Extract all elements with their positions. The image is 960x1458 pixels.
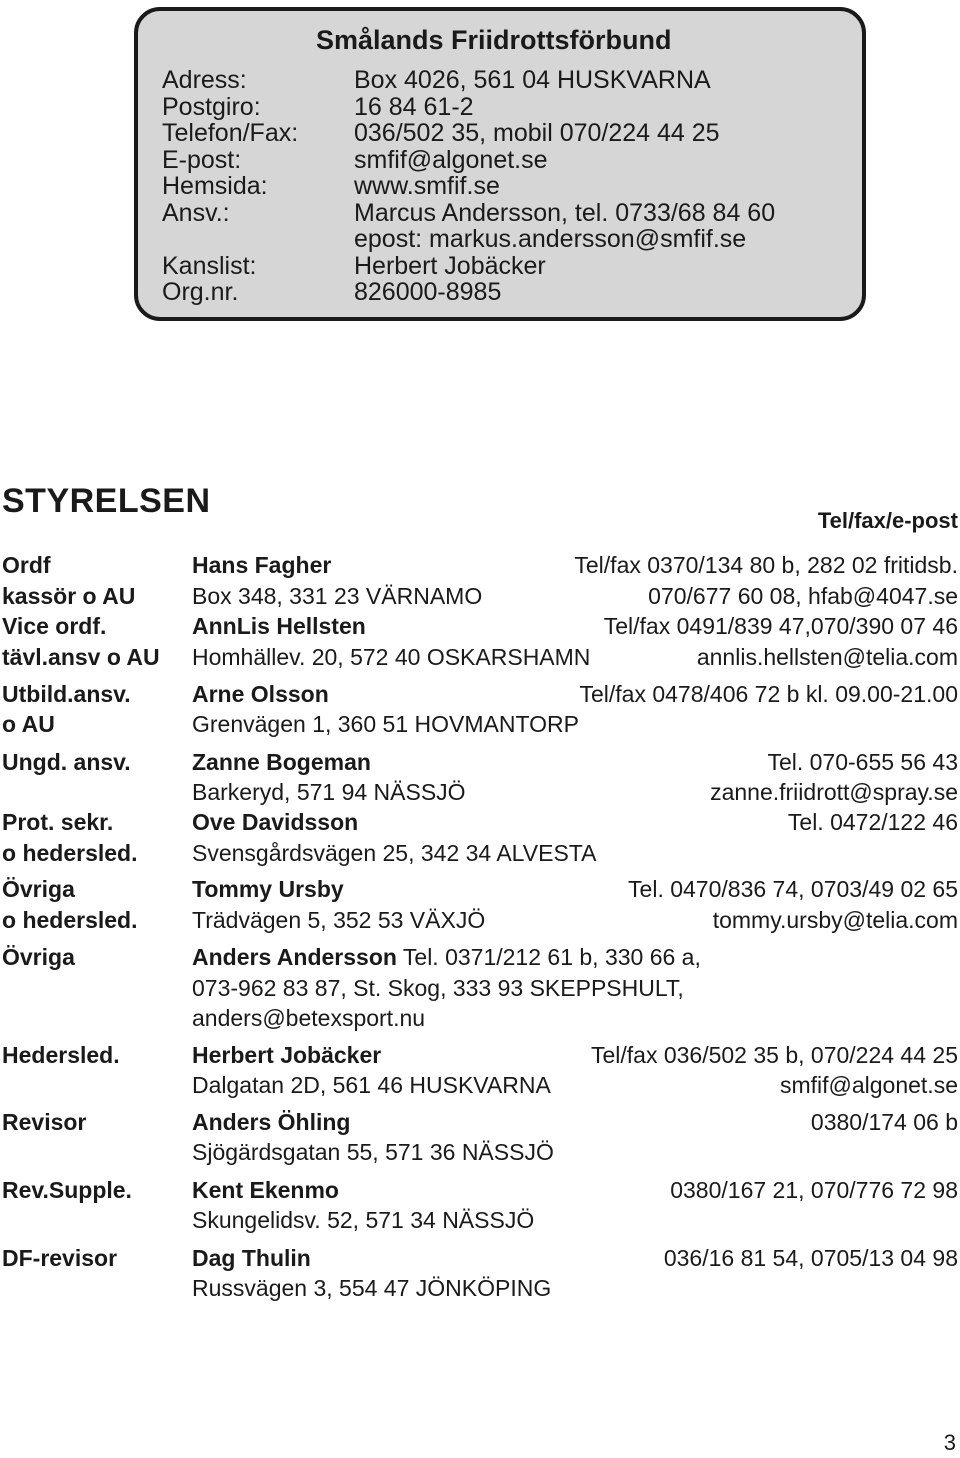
member-name: Zanne Bogeman: [192, 749, 371, 775]
member-role: kassör o AU: [2, 583, 136, 609]
member-name-line: [192, 943, 701, 971]
member-name: Ove Davidsson: [192, 809, 359, 835]
member-address: Dalgatan 2D, 561 46 HUSKVARNA: [192, 1072, 551, 1098]
member-contact: annlis.hellsten@telia.com: [696, 644, 958, 670]
member-contact: Tel. 0470/836 74, 0703/49 02 65: [628, 876, 958, 902]
member-name: Anders Öhling: [192, 1109, 351, 1135]
info-value: Marcus Andersson, tel. 0733/68 84 60: [354, 199, 776, 227]
member-address: Grenvägen 1, 360 51 HOVMANTORP: [192, 711, 579, 737]
member-name: AnnLis Hellsten: [192, 613, 366, 639]
info-label: Adress:: [162, 66, 247, 94]
member-contact: Tel/fax 0370/134 80 b, 282 02 fritidsb.: [574, 552, 958, 578]
info-value-email: smfif@algonet.se: [354, 146, 548, 174]
member-address: Svensgårdsvägen 25, 342 34 ALVESTA: [192, 840, 597, 866]
member-role: o AU: [2, 711, 55, 737]
member-address: Skungelidsv. 52, 571 34 NÄSSJÖ: [192, 1207, 535, 1233]
member-contact: 070/677 60 08, hfab@4047.se: [648, 583, 958, 609]
info-label: Telefon/Fax:: [162, 119, 299, 147]
info-value: epost: markus.andersson@smfif.se: [354, 225, 747, 253]
member-contact: zanne.friidrott@spray.se: [710, 779, 958, 805]
info-label: Ansv.:: [162, 199, 230, 227]
page-number: 3: [943, 1430, 956, 1455]
member-role: o hedersled.: [2, 840, 138, 866]
member-address: Barkeryd, 571 94 NÄSSJÖ: [192, 779, 466, 805]
member-role: Prot. sekr.: [2, 809, 114, 835]
member-email: anders@betexsport.nu: [192, 1005, 426, 1031]
member-name: Tommy Ursby: [192, 876, 344, 902]
member-role: tävl.ansv o AU: [2, 644, 160, 670]
member-address: Box 348, 331 23 VÄRNAMO: [192, 583, 483, 609]
member-role: Övriga: [2, 944, 75, 970]
info-label: Kanslist:: [162, 252, 257, 280]
member-role: DF-revisor: [2, 1245, 118, 1271]
member-role: Ordf: [2, 552, 51, 578]
member-address: 073-962 83 87, St. Skog, 333 93 SKEPPSHULT,: [192, 975, 684, 1001]
member-role: Hedersled.: [2, 1042, 120, 1068]
member-role: Vice ordf.: [2, 613, 107, 639]
info-value: 036/502 35, mobil 070/224 44 25: [354, 119, 720, 147]
member-address: Homhällev. 20, 572 40 OSKARSHAMN: [192, 644, 591, 670]
info-label: Hemsida:: [162, 172, 268, 200]
member-contact: Tel. 0371/212 61 b, 330 66 a,: [396, 944, 701, 970]
member-role: o hedersled.: [2, 907, 138, 933]
member-contact: Tel. 070-655 56 43: [767, 749, 958, 775]
contact-column-header: Tel/fax/e-post: [817, 508, 958, 533]
member-contact: 0380/174 06 b: [810, 1109, 958, 1135]
member-address: Sjögärdsgatan 55, 571 36 NÄSSJÖ: [192, 1139, 554, 1165]
member-contact: Tel/fax 0478/406 72 b kl. 09.00-21.00: [579, 681, 958, 707]
member-role: Övriga: [2, 876, 75, 902]
member-name: Hans Fagher: [192, 552, 332, 578]
info-value: 826000-8985: [354, 278, 502, 306]
member-address: Russvägen 3, 554 47 JÖNKÖPING: [192, 1275, 552, 1301]
member-name: Kent Ekenmo: [192, 1177, 339, 1203]
member-name: Dag Thulin: [192, 1245, 311, 1271]
section-heading: STYRELSEN: [2, 482, 211, 520]
member-contact: Tel/fax 0491/839 47,070/390 07 46: [603, 613, 958, 639]
member-contact: Tel/fax 036/502 35 b, 070/224 44 25: [590, 1042, 958, 1068]
member-role: Ungd. ansv.: [2, 749, 131, 775]
member-role: Rev.Supple.: [2, 1177, 132, 1203]
info-value-website: www.smfif.se: [354, 172, 500, 200]
info-label: E-post:: [162, 146, 242, 174]
member-role: Revisor: [2, 1109, 87, 1135]
info-value: 16 84 61-2: [354, 93, 474, 121]
association-name: Smålands Friidrottsförbund: [316, 25, 672, 55]
member-address: Trädvägen 5, 352 53 VÄXJÖ: [192, 907, 486, 933]
member-name: Anders Andersson: [192, 944, 397, 970]
info-label: Postgiro:: [162, 93, 261, 121]
member-contact: smfif@algonet.se: [779, 1072, 958, 1098]
member-contact: 036/16 81 54, 0705/13 04 98: [663, 1245, 958, 1271]
member-contact: Tel. 0472/122 46: [787, 809, 958, 835]
member-name: Herbert Jobäcker: [192, 1042, 382, 1068]
member-contact: 0380/167 21, 070/776 72 98: [670, 1177, 958, 1203]
member-role: Utbild.ansv.: [2, 681, 131, 707]
info-value: Box 4026, 561 04 HUSKVARNA: [354, 66, 711, 94]
info-value: Herbert Jobäcker: [354, 252, 546, 280]
member-contact: tommy.ursby@telia.com: [712, 907, 958, 933]
member-name: Arne Olsson: [192, 681, 329, 707]
info-label: Org.nr.: [162, 278, 239, 306]
